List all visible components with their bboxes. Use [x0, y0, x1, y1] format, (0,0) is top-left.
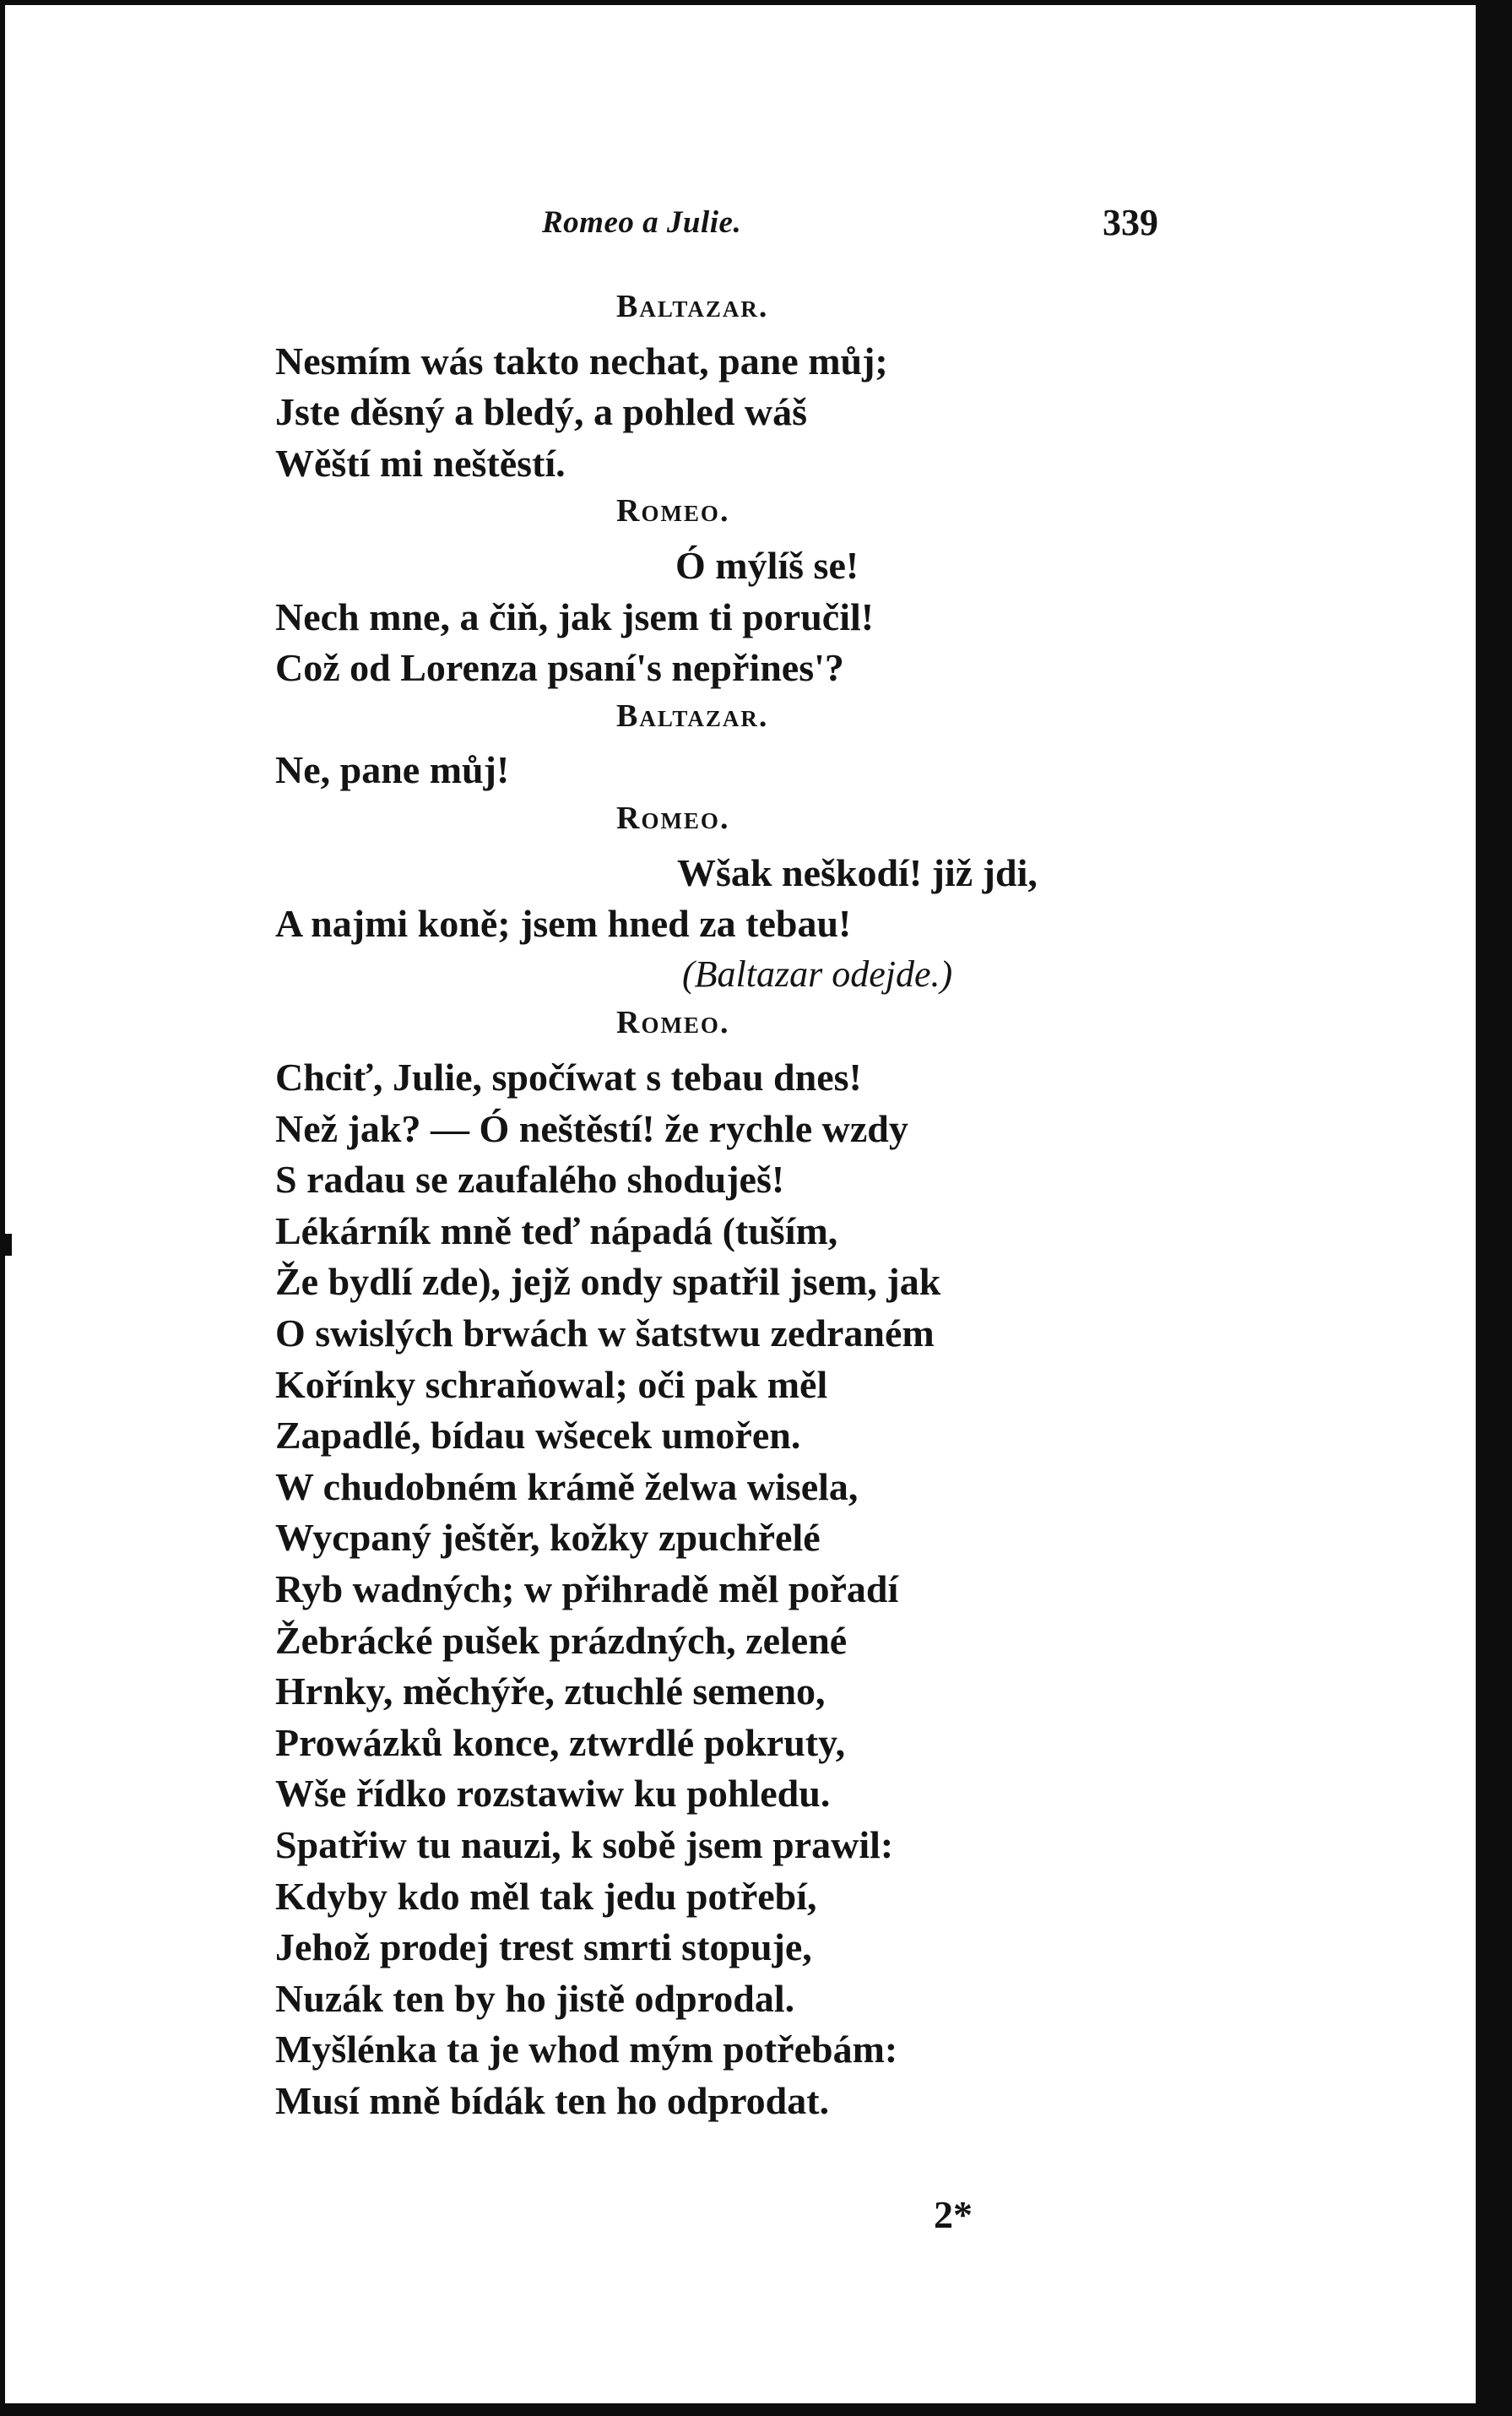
verse-line: Myšlénka ta je whod mým potřebám: [275, 2028, 898, 2071]
verse-line: Ó mýlíš se! [675, 544, 859, 587]
speaker-name: Romeo. [616, 801, 730, 836]
page-number: 339 [1103, 202, 1158, 243]
verse-line: Žebrácké pušek prázdných, zelené [275, 1619, 848, 1662]
verse-line: S radau se zaufalého shoduješ! [275, 1158, 785, 1201]
verse-line: Chciť, Julie, spočíwat s tebau dnes! [275, 1056, 862, 1099]
verse-line: Jehož prodej trest smrti stopuje, [275, 1925, 812, 1968]
signature-mark: 2* [934, 2193, 973, 2236]
verse-line: Kdyby kdo měl tak jedu potřebí, [275, 1875, 817, 1918]
verse-line: Spatřiw tu nauzi, k sobě jsem prawil: [275, 1823, 894, 1866]
verse-line: Nech mne, a čiň, jak jsem ti poručil! [275, 595, 875, 638]
verse-line: Wycpaný ještěr, kožky zpuchřelé [275, 1516, 821, 1559]
verse-line: Jste děsný a bledý, a pohled wáš [275, 390, 808, 433]
speaker-name: Baltazar. [616, 698, 769, 734]
verse-line: Nuzák ten by ho jistě odprodal. [275, 1977, 795, 2020]
speaker-name: Romeo. [616, 493, 730, 529]
verse-line: Wěští mi neštěstí. [275, 442, 566, 485]
running-title: Romeo a Julie. [542, 205, 742, 240]
verse-line: Zapadlé, bídau wšecek umořen. [275, 1414, 801, 1457]
speaker-name: Romeo. [616, 1005, 730, 1040]
stage-direction: (Baltazar odejde.) [682, 953, 953, 995]
speaker-name: Baltazar. [616, 289, 769, 324]
verse-line: Ryb wadných; w přihradě měl pořadí [275, 1567, 899, 1610]
verse-line: Wšak neškodí! již jdi, [677, 851, 1038, 894]
verse-line: Ne, pane můj! [275, 748, 510, 791]
verse-line: Prowázků konce, ztwrdlé pokruty, [275, 1721, 846, 1764]
verse-line: A najmi koně; jsem hned za tebau! [275, 902, 852, 945]
verse-line: O swislých brwách w šatstwu zedraném [275, 1311, 935, 1355]
verse-line: Což od Lorenza psaní's nepřines'? [275, 646, 844, 689]
verse-line: W chudobném krámě želwa wisela, [275, 1465, 859, 1508]
verse-line: Nesmím wás takto nechat, pane můj; [275, 339, 888, 383]
verse-line: Než jak? — Ó neštěstí! že rychle wzdy [275, 1107, 908, 1150]
verse-line: Hrnky, měchýře, ztuchlé semeno, [275, 1669, 826, 1713]
verse-line: Že bydlí zde), jejž ondy spatřil jsem, jak [275, 1260, 941, 1303]
verse-line: Lékárník mně teď nápadá (tuším, [275, 1209, 838, 1252]
page-header [5, 204, 1476, 255]
verse-line: Wše řídko rozstawiw ku pohledu. [275, 1772, 831, 1815]
verse-line: Musí mně bídák ten ho odprodat. [275, 2079, 830, 2122]
binding-mark [2, 1234, 12, 1256]
book-page [5, 5, 1476, 2403]
verse-line: Kořínky schraňowal; oči pak měl [275, 1363, 828, 1406]
